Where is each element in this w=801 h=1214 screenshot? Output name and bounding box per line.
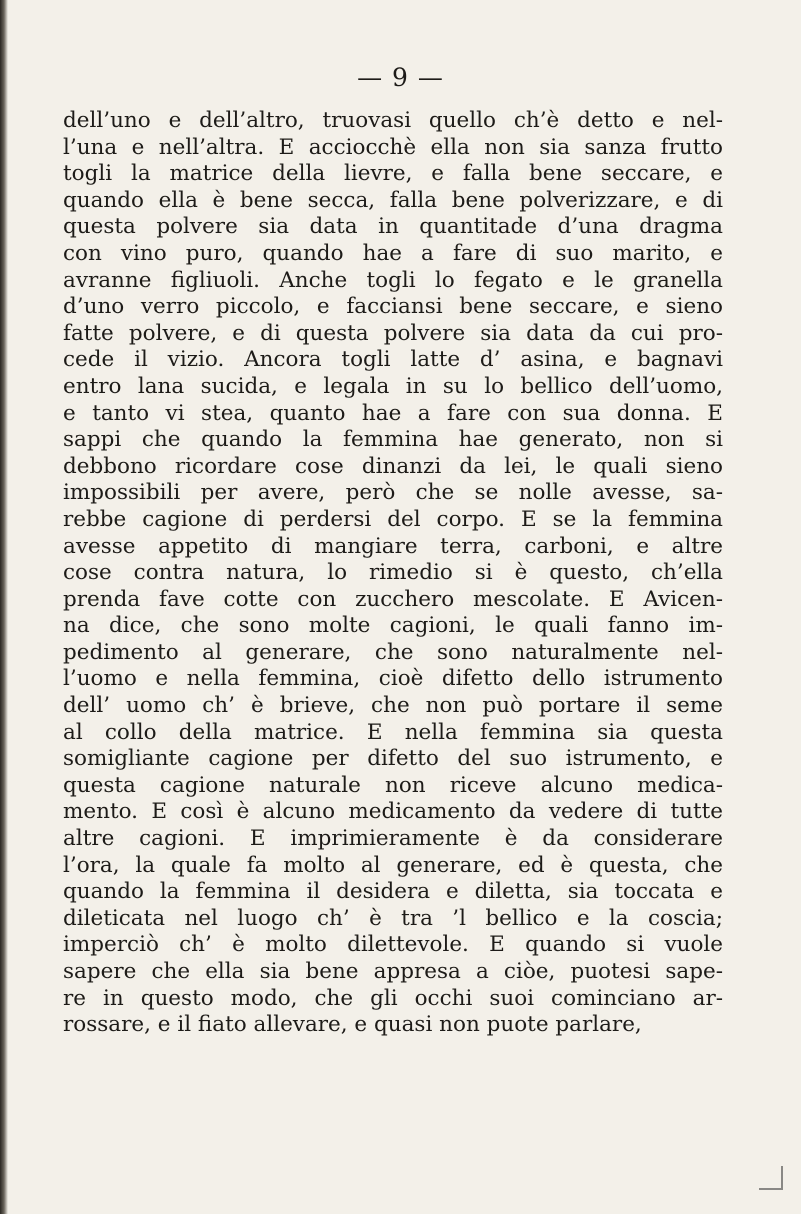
text-line: cose contra natura, lo rimedio si è questo, ch’ella <box>63 560 723 586</box>
text-line: l’uomo e nella femmina, cioè difetto dello istrumento <box>63 666 723 692</box>
text-line: d’uno verro piccolo, e facciansi bene seccare, e sieno <box>63 294 723 320</box>
text-line: questa polvere sia data in quantitade d’una dragma <box>63 214 723 240</box>
text-line: dileticata nel luogo ch’ è tra ’l bellico e la coscia; <box>63 905 723 931</box>
body-text <box>63 108 723 1039</box>
text-line: dell’uno e dell’altro, truovasi quello ch’è detto e nel- <box>63 108 723 133</box>
text-line: debbono ricordare cose dinanzi da lei, le quali sieno <box>63 453 723 479</box>
text-line: pedimento al generare, che sono naturalmente nel- <box>63 639 723 665</box>
text-line: prenda fave cotte con zucchero mescolate. E Avicen- <box>63 586 723 612</box>
text-line: quando la femmina il desidera e diletta, sia toccata e <box>63 879 723 905</box>
binding-edge <box>0 0 8 1214</box>
text-line: mento. E così è alcuno medicamento da vedere di tutte <box>63 799 723 825</box>
text-line: dell’ uomo ch’ è brieve, che non può portare il seme <box>63 693 723 719</box>
text-line: altre cagioni. E imprimieramente è da considerare <box>63 826 723 852</box>
text-line: togli la matrice della lievre, e falla bene seccare, e <box>63 161 723 187</box>
text-line: cede il vizio. Ancora togli latte d’ asina, e bagnavi <box>63 347 723 373</box>
text-line: entro lana sucida, e legala in su lo bellico dell’uomo, <box>63 373 723 399</box>
text-line: fatte polvere, e di questa polvere sia data da cui pro- <box>63 320 723 346</box>
text-line: impossibili per avere, però che se nolle avesse, sa- <box>63 480 723 506</box>
text-line: re in questo modo, che gli occhi suoi cominciano ar- <box>63 985 723 1011</box>
page-number: — 9 — <box>357 63 444 92</box>
text-line: somigliante cagione per difetto del suo istrumento, e <box>63 746 723 772</box>
text-line: quando ella è bene secca, falla bene polverizzare, e di <box>63 187 723 213</box>
text-line: na dice, che sono molte cagioni, le quali fanno im- <box>63 613 723 639</box>
text-line: rossare, e il fiato allevare, e quasi non puote parlare, <box>63 1012 642 1038</box>
text-line: l’ora, la quale fa molto al generare, ed è questa, che <box>63 852 723 878</box>
text-line: imperciò ch’ è molto dilettevole. E quando si vuole <box>63 932 723 958</box>
text-line: avesse appetito di mangiare terra, carboni, e altre <box>63 533 723 559</box>
text-line: con vino puro, quando hae a fare di suo marito, e <box>63 240 723 266</box>
text-line: al collo della matrice. E nella femmina sia questa <box>63 719 723 745</box>
text-line: rebbe cagione di perdersi del corpo. E se la femmina <box>63 506 723 532</box>
text-line: sappi che quando la femmina hae generato, non si <box>63 427 723 453</box>
text-line: questa cagione naturale non riceve alcuno medica- <box>63 772 723 798</box>
text-line: avranne figliuoli. Anche togli lo fegato e le granella <box>63 267 723 293</box>
text-line: sapere che ella sia bene appresa a ciòe, puotesi sape- <box>63 959 723 984</box>
page-corner-mark <box>759 1166 783 1190</box>
text-line: e tanto vi stea, quanto hae a fare con sua donna. E <box>63 400 723 426</box>
text-line: l’una e nell’altra. E acciocchè ella non sia sanza frutto <box>63 134 723 160</box>
